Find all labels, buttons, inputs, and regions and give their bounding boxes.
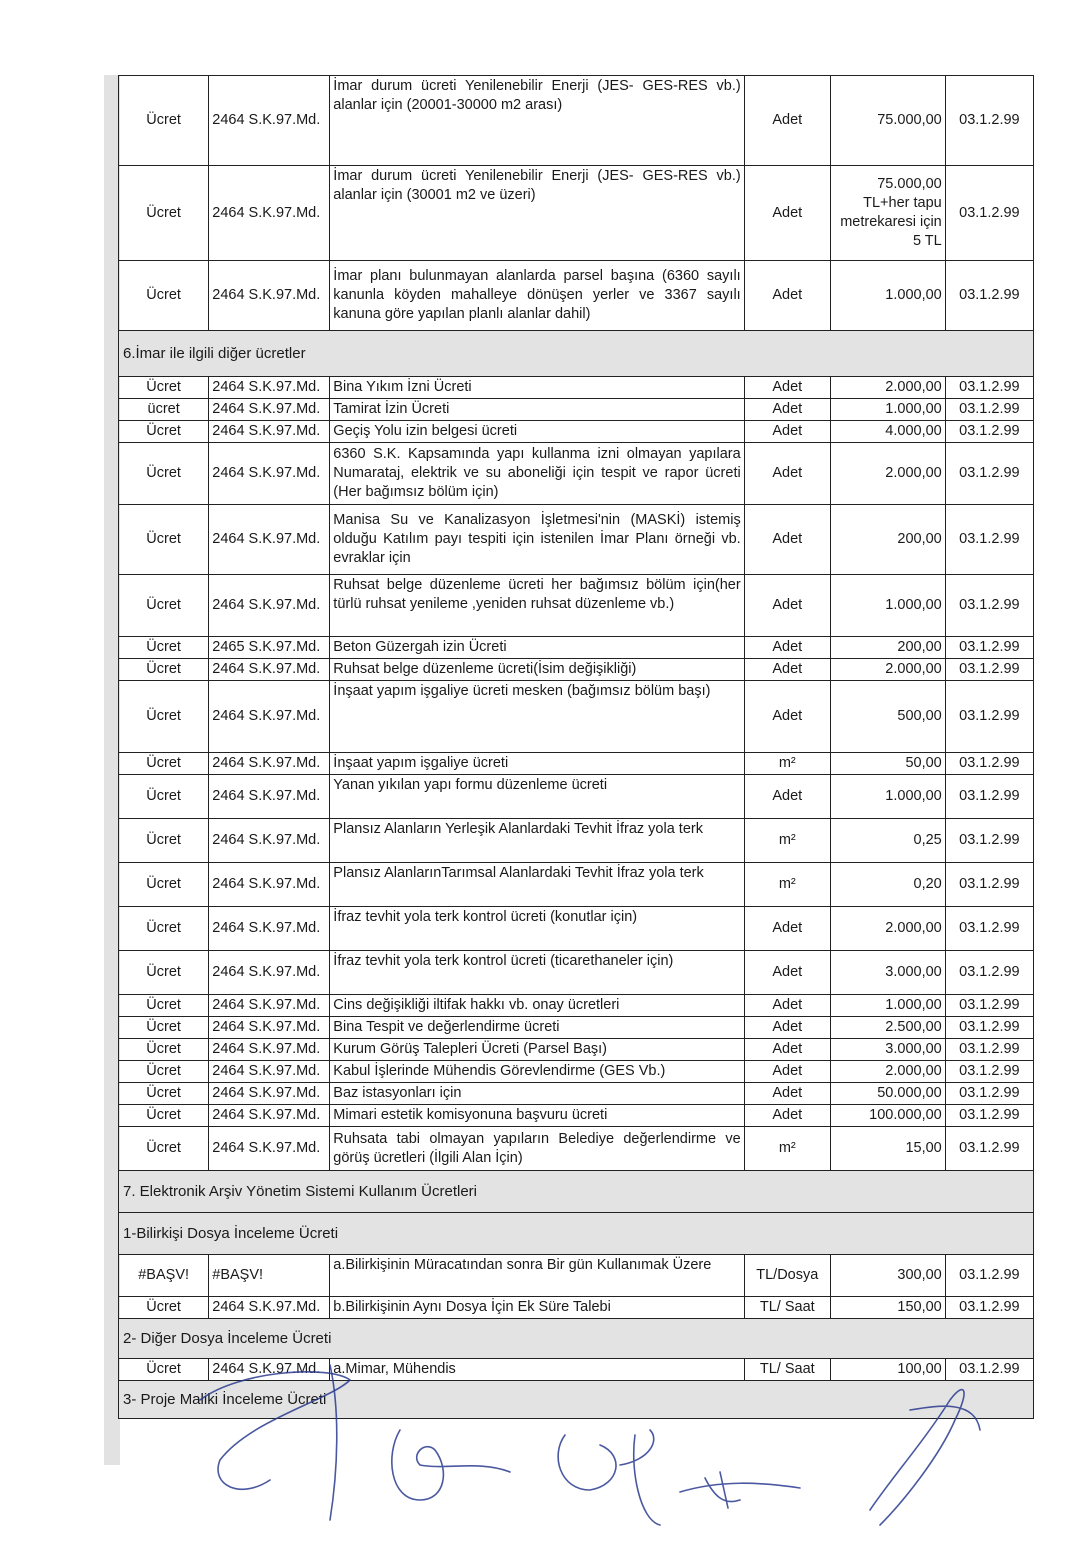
- fee-type-cell: Ücret: [119, 753, 209, 775]
- unit-cell: Adet: [744, 1105, 830, 1127]
- description-cell: Ruhsat belge düzenleme ücreti(İsim değişikliği): [330, 659, 744, 681]
- budget-code-cell: 03.1.2.99: [945, 863, 1033, 907]
- table-row: [119, 1359, 1034, 1381]
- law-reference-cell: 2464 S.K.97.Md.: [209, 659, 330, 681]
- price-cell: 0,20: [830, 863, 945, 907]
- fee-type-cell: Ücret: [119, 637, 209, 659]
- budget-code-cell: 03.1.2.99: [945, 1061, 1033, 1083]
- price-cell: 500,00: [830, 681, 945, 753]
- section-heading: 3- Proje Maliki İnceleme Ücreti: [119, 1381, 1034, 1419]
- price-cell: 2.000,00: [830, 1061, 945, 1083]
- section-heading: 1-Bilirkişi Dosya İnceleme Ücreti: [119, 1213, 1034, 1255]
- description-cell: b.Bilirkişinin Aynı Dosya İçin Ek Süre Talebi: [330, 1297, 744, 1319]
- fee-type-cell: Ücret: [119, 863, 209, 907]
- price-cell: 100,00: [830, 1359, 945, 1381]
- unit-cell: Adet: [744, 907, 830, 951]
- table-row: [119, 1039, 1034, 1061]
- fee-type-cell: ücret: [119, 399, 209, 421]
- table-row: [119, 76, 1034, 166]
- unit-cell: m²: [744, 863, 830, 907]
- budget-code-cell: 03.1.2.99: [945, 907, 1033, 951]
- price-cell: 1.000,00: [830, 399, 945, 421]
- budget-code-cell: 03.1.2.99: [945, 166, 1033, 261]
- tariff-table-body: [119, 76, 1034, 1419]
- budget-code-cell: 03.1.2.99: [945, 76, 1033, 166]
- price-cell: 200,00: [830, 637, 945, 659]
- description-cell: İfraz tevhit yola terk kontrol ücreti (ticarethaneler için): [330, 951, 744, 995]
- price-cell: 150,00: [830, 1297, 945, 1319]
- fee-type-cell: Ücret: [119, 1359, 209, 1381]
- budget-code-cell: 03.1.2.99: [945, 1105, 1033, 1127]
- budget-code-cell: 03.1.2.99: [945, 1083, 1033, 1105]
- law-reference-cell: #BAŞV!: [209, 1255, 330, 1297]
- unit-cell: TL/ Saat: [744, 1297, 830, 1319]
- description-cell: Beton Güzergah izin Ücreti: [330, 637, 744, 659]
- law-reference-cell: 2464 S.K.97.Md.: [209, 377, 330, 399]
- budget-code-cell: 03.1.2.99: [945, 377, 1033, 399]
- table-row: [119, 399, 1034, 421]
- fee-type-cell: Ücret: [119, 1017, 209, 1039]
- description-cell: İmar durum ücreti Yenilenebilir Enerji (JES- GES-RES vb.) alanlar için (30001 m2 ve üzeri): [330, 166, 744, 261]
- price-cell: 50,00: [830, 753, 945, 775]
- law-reference-cell: 2464 S.K.97.Md.: [209, 1017, 330, 1039]
- tariff-table: [118, 75, 1034, 1419]
- price-cell: 4.000,00: [830, 421, 945, 443]
- law-reference-cell: 2464 S.K.97.Md.: [209, 1359, 330, 1381]
- unit-cell: m²: [744, 753, 830, 775]
- description-cell: a.Mimar, Mühendis: [330, 1359, 744, 1381]
- section-heading: 2- Diğer Dosya İnceleme Ücreti: [119, 1319, 1034, 1359]
- price-cell: 15,00: [830, 1127, 945, 1171]
- price-cell: 2.000,00: [830, 659, 945, 681]
- description-cell: Yanan yıkılan yapı formu düzenleme ücreti: [330, 775, 744, 819]
- price-cell: 2.000,00: [830, 907, 945, 951]
- table-row: [119, 775, 1034, 819]
- description-cell: İnşaat yapım işgaliye ücreti: [330, 753, 744, 775]
- budget-code-cell: 03.1.2.99: [945, 1255, 1033, 1297]
- price-cell: 3.000,00: [830, 1039, 945, 1061]
- budget-code-cell: 03.1.2.99: [945, 1017, 1033, 1039]
- description-cell: 6360 S.K. Kapsamında yapı kullanma izni olmayan yapılara Numarataj, elektrik ve su aboneliği için tespit ve rapor ücreti (Her bağımsız bölüm için): [330, 443, 744, 505]
- description-cell: Cins değişikliği iltifak hakkı vb. onay ücretleri: [330, 995, 744, 1017]
- fee-type-cell: Ücret: [119, 505, 209, 575]
- fee-type-cell: Ücret: [119, 775, 209, 819]
- description-cell: Plansız AlanlarınTarımsal Alanlardaki Tevhit İfraz yola terk: [330, 863, 744, 907]
- table-row: [119, 1297, 1034, 1319]
- law-reference-cell: 2464 S.K.97.Md.: [209, 863, 330, 907]
- fee-type-cell: Ücret: [119, 1105, 209, 1127]
- table-row: [119, 1105, 1034, 1127]
- section-heading-row: [119, 331, 1034, 377]
- fee-type-cell: Ücret: [119, 261, 209, 331]
- price-cell: 1.000,00: [830, 775, 945, 819]
- budget-code-cell: 03.1.2.99: [945, 995, 1033, 1017]
- unit-cell: Adet: [744, 421, 830, 443]
- fee-type-cell: Ücret: [119, 421, 209, 443]
- description-cell: Bina Yıkım İzni Ücreti: [330, 377, 744, 399]
- fee-type-cell: Ücret: [119, 1127, 209, 1171]
- fee-type-cell: Ücret: [119, 659, 209, 681]
- budget-code-cell: 03.1.2.99: [945, 753, 1033, 775]
- budget-code-cell: 03.1.2.99: [945, 659, 1033, 681]
- table-row: [119, 1083, 1034, 1105]
- unit-cell: Adet: [744, 1083, 830, 1105]
- price-cell: 300,00: [830, 1255, 945, 1297]
- law-reference-cell: 2464 S.K.97.Md.: [209, 1127, 330, 1171]
- law-reference-cell: 2464 S.K.97.Md.: [209, 1039, 330, 1061]
- price-cell: 3.000,00: [830, 951, 945, 995]
- unit-cell: Adet: [744, 505, 830, 575]
- table-row: [119, 443, 1034, 505]
- unit-cell: Adet: [744, 443, 830, 505]
- law-reference-cell: 2465 S.K.97.Md.: [209, 637, 330, 659]
- budget-code-cell: 03.1.2.99: [945, 575, 1033, 637]
- table-row: [119, 505, 1034, 575]
- fee-type-cell: Ücret: [119, 995, 209, 1017]
- law-reference-cell: 2464 S.K.97.Md.: [209, 505, 330, 575]
- table-row: [119, 681, 1034, 753]
- description-cell: Mimari estetik komisyonuna başvuru ücreti: [330, 1105, 744, 1127]
- law-reference-cell: 2464 S.K.97.Md.: [209, 775, 330, 819]
- fee-type-cell: Ücret: [119, 1039, 209, 1061]
- unit-cell: Adet: [744, 399, 830, 421]
- fee-type-cell: Ücret: [119, 443, 209, 505]
- description-cell: İmar planı bulunmayan alanlarda parsel başına (6360 sayılı kanunla köyden mahalleye dönüşen yerler ve 3367 sayılı kanuna göre yapılan planlı alanlar dahil): [330, 261, 744, 331]
- budget-code-cell: 03.1.2.99: [945, 421, 1033, 443]
- budget-code-cell: 03.1.2.99: [945, 681, 1033, 753]
- table-row: [119, 753, 1034, 775]
- table-row: [119, 1017, 1034, 1039]
- table-row: [119, 659, 1034, 681]
- budget-code-cell: 03.1.2.99: [945, 261, 1033, 331]
- section-heading-row: [119, 1381, 1034, 1419]
- price-cell: 75.000,00 TL+her tapu metrekaresi için 5 TL: [830, 166, 945, 261]
- description-cell: Bina Tespit ve değerlendirme ücreti: [330, 1017, 744, 1039]
- fee-type-cell: Ücret: [119, 1061, 209, 1083]
- law-reference-cell: 2464 S.K.97.Md.: [209, 443, 330, 505]
- law-reference-cell: 2464 S.K.97.Md.: [209, 907, 330, 951]
- law-reference-cell: 2464 S.K.97.Md.: [209, 575, 330, 637]
- table-row: [119, 1127, 1034, 1171]
- description-cell: Plansız Alanların Yerleşik Alanlardaki Tevhit İfraz yola terk: [330, 819, 744, 863]
- description-cell: Baz istasyonları için: [330, 1083, 744, 1105]
- law-reference-cell: 2464 S.K.97.Md.: [209, 1297, 330, 1319]
- budget-code-cell: 03.1.2.99: [945, 951, 1033, 995]
- table-row: [119, 1255, 1034, 1297]
- price-cell: 0,25: [830, 819, 945, 863]
- law-reference-cell: 2464 S.K.97.Md.: [209, 1061, 330, 1083]
- budget-code-cell: 03.1.2.99: [945, 1359, 1033, 1381]
- table-row: [119, 261, 1034, 331]
- description-cell: Kurum Görüş Talepleri Ücreti (Parsel Başı): [330, 1039, 744, 1061]
- table-row: [119, 166, 1034, 261]
- budget-code-cell: 03.1.2.99: [945, 505, 1033, 575]
- unit-cell: Adet: [744, 76, 830, 166]
- unit-cell: Adet: [744, 637, 830, 659]
- unit-cell: Adet: [744, 166, 830, 261]
- budget-code-cell: 03.1.2.99: [945, 1297, 1033, 1319]
- fee-type-cell: Ücret: [119, 1083, 209, 1105]
- law-reference-cell: 2464 S.K.97.Md.: [209, 1083, 330, 1105]
- table-row: [119, 377, 1034, 399]
- price-cell: 50.000,00: [830, 1083, 945, 1105]
- section-heading-row: [119, 1319, 1034, 1359]
- fee-type-cell: Ücret: [119, 819, 209, 863]
- price-cell: 200,00: [830, 505, 945, 575]
- unit-cell: Adet: [744, 659, 830, 681]
- law-reference-cell: 2464 S.K.97.Md.: [209, 1105, 330, 1127]
- fee-type-cell: #BAŞV!: [119, 1255, 209, 1297]
- unit-cell: Adet: [744, 1061, 830, 1083]
- unit-cell: m²: [744, 1127, 830, 1171]
- price-cell: 75.000,00: [830, 76, 945, 166]
- fee-type-cell: Ücret: [119, 907, 209, 951]
- budget-code-cell: 03.1.2.99: [945, 775, 1033, 819]
- fee-type-cell: Ücret: [119, 166, 209, 261]
- fee-type-cell: Ücret: [119, 951, 209, 995]
- unit-cell: Adet: [744, 261, 830, 331]
- budget-code-cell: 03.1.2.99: [945, 443, 1033, 505]
- description-cell: İmar durum ücreti Yenilenebilir Enerji (JES- GES-RES vb.) alanlar için (20001-30000 m2 arası): [330, 76, 744, 166]
- table-row: [119, 1061, 1034, 1083]
- unit-cell: Adet: [744, 377, 830, 399]
- description-cell: Tamirat İzin Ücreti: [330, 399, 744, 421]
- unit-cell: Adet: [744, 995, 830, 1017]
- law-reference-cell: 2464 S.K.97.Md.: [209, 819, 330, 863]
- law-reference-cell: 2464 S.K.97.Md.: [209, 421, 330, 443]
- table-row: [119, 995, 1034, 1017]
- table-row: [119, 819, 1034, 863]
- description-cell: Kabul İşlerinde Mühendis Görevlendirme (GES Vb.): [330, 1061, 744, 1083]
- unit-cell: Adet: [744, 681, 830, 753]
- price-cell: 2.500,00: [830, 1017, 945, 1039]
- law-reference-cell: 2464 S.K.97.Md.: [209, 261, 330, 331]
- budget-code-cell: 03.1.2.99: [945, 399, 1033, 421]
- unit-cell: TL/Dosya: [744, 1255, 830, 1297]
- law-reference-cell: 2464 S.K.97.Md.: [209, 166, 330, 261]
- price-cell: 1.000,00: [830, 575, 945, 637]
- description-cell: Ruhsat belge düzenleme ücreti her bağımsız bölüm için(her türlü ruhsat yenileme ,yeniden ruhsat düzenleme vb.): [330, 575, 744, 637]
- description-cell: İfraz tevhit yola terk kontrol ücreti (konutlar için): [330, 907, 744, 951]
- description-cell: a.Bilirkişinin Müracatından sonra Bir gün Kullanımak Üzere: [330, 1255, 744, 1297]
- price-cell: 1.000,00: [830, 261, 945, 331]
- unit-cell: m²: [744, 819, 830, 863]
- table-row: [119, 421, 1034, 443]
- table-row: [119, 907, 1034, 951]
- description-cell: Geçiş Yolu izin belgesi ücreti: [330, 421, 744, 443]
- section-heading: 7. Elektronik Arşiv Yönetim Sistemi Kullanım Ücretleri: [119, 1171, 1034, 1213]
- budget-code-cell: 03.1.2.99: [945, 637, 1033, 659]
- law-reference-cell: 2464 S.K.97.Md.: [209, 995, 330, 1017]
- section-heading-row: [119, 1213, 1034, 1255]
- budget-code-cell: 03.1.2.99: [945, 1127, 1033, 1171]
- description-cell: Ruhsata tabi olmayan yapıların Belediye değerlendirme ve görüş ücretleri (İlgili Alan İçin): [330, 1127, 744, 1171]
- unit-cell: Adet: [744, 1039, 830, 1061]
- law-reference-cell: 2464 S.K.97.Md.: [209, 951, 330, 995]
- table-row: [119, 951, 1034, 995]
- law-reference-cell: 2464 S.K.97.Md.: [209, 681, 330, 753]
- unit-cell: Adet: [744, 951, 830, 995]
- unit-cell: TL/ Saat: [744, 1359, 830, 1381]
- description-cell: İnşaat yapım işgaliye ücreti mesken (bağımsız bölüm başı): [330, 681, 744, 753]
- description-cell: Manisa Su ve Kanalizasyon İşletmesi'nin (MASKİ) istemiş olduğu Katılım payı tespiti için istenilen İmar Planı örneği vb. evraklar için: [330, 505, 744, 575]
- fee-type-cell: Ücret: [119, 377, 209, 399]
- fee-type-cell: Ücret: [119, 681, 209, 753]
- law-reference-cell: 2464 S.K.97.Md.: [209, 76, 330, 166]
- section-heading: 6.İmar ile ilgili diğer ücretler: [119, 331, 1034, 377]
- law-reference-cell: 2464 S.K.97.Md.: [209, 399, 330, 421]
- section-heading-row: [119, 1171, 1034, 1213]
- unit-cell: Adet: [744, 575, 830, 637]
- price-cell: 100.000,00: [830, 1105, 945, 1127]
- unit-cell: Adet: [744, 775, 830, 819]
- law-reference-cell: 2464 S.K.97.Md.: [209, 753, 330, 775]
- price-cell: 2.000,00: [830, 443, 945, 505]
- fee-type-cell: Ücret: [119, 1297, 209, 1319]
- table-row: [119, 863, 1034, 907]
- budget-code-cell: 03.1.2.99: [945, 1039, 1033, 1061]
- budget-code-cell: 03.1.2.99: [945, 819, 1033, 863]
- price-cell: 1.000,00: [830, 995, 945, 1017]
- fee-type-cell: Ücret: [119, 575, 209, 637]
- table-row: [119, 575, 1034, 637]
- table-row: [119, 637, 1034, 659]
- fee-type-cell: Ücret: [119, 76, 209, 166]
- unit-cell: Adet: [744, 1017, 830, 1039]
- price-cell: 2.000,00: [830, 377, 945, 399]
